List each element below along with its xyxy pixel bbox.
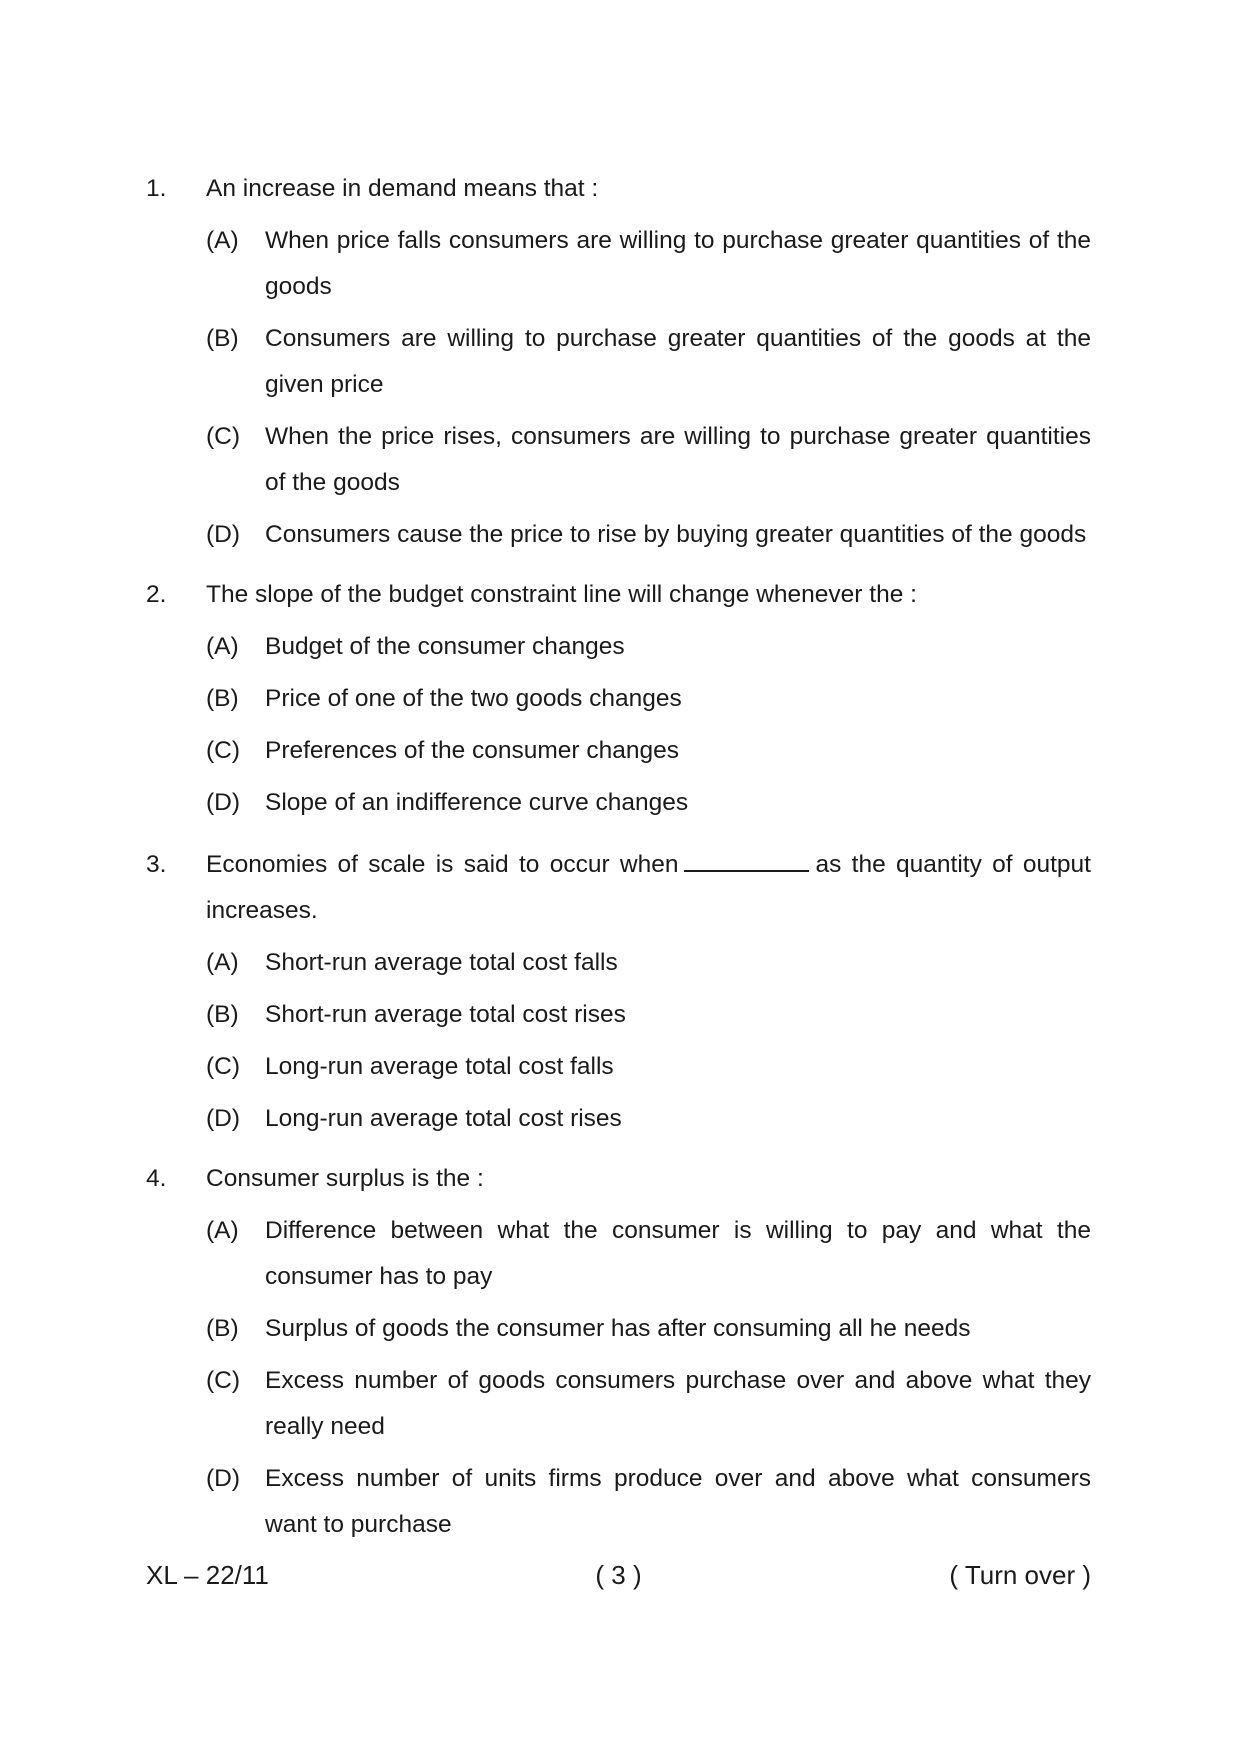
option-c xyxy=(206,728,1091,774)
option-letter: (C) xyxy=(206,737,241,764)
option-b xyxy=(206,992,1091,1038)
option-d xyxy=(206,1096,1091,1142)
option-letter: (D) xyxy=(206,521,241,548)
option-text: Consumers cause the price to rise by buying greater quantities of the goods xyxy=(265,521,1087,548)
question-stem xyxy=(206,842,1091,934)
paper-code: XL – 22/11 xyxy=(146,1560,269,1590)
option-letter: (D) xyxy=(206,1465,241,1492)
option-d xyxy=(206,780,1091,826)
option-c xyxy=(206,414,1091,506)
page-footer xyxy=(146,1552,1091,1598)
option-text: Short-run average total cost falls xyxy=(265,949,618,976)
option-text: Short-run average total cost rises xyxy=(265,1001,626,1028)
option-d xyxy=(206,512,1091,558)
option-c xyxy=(206,1044,1091,1090)
option-letter: (C) xyxy=(206,423,241,450)
answer-blank xyxy=(684,850,809,872)
option-text: Consumers are willing to purchase greater quantities of the goods at the given price xyxy=(265,325,1091,398)
question-number: 3. xyxy=(146,851,167,878)
option-a xyxy=(206,218,1091,310)
option-a xyxy=(206,940,1091,986)
option-a xyxy=(206,1208,1091,1300)
option-text: Budget of the consumer changes xyxy=(265,633,625,660)
option-text: When the price rises, consumers are willing to purchase greater quantities of the goods xyxy=(265,423,1091,496)
option-letter: (B) xyxy=(206,1001,239,1028)
option-letter: (D) xyxy=(206,789,241,816)
option-letter: (A) xyxy=(206,949,239,976)
option-text: Long-run average total cost rises xyxy=(265,1105,622,1132)
question-stem-after: as the quantity of output increases. xyxy=(206,851,1091,924)
question-stem: An increase in demand means that : xyxy=(206,175,599,202)
option-b xyxy=(206,676,1091,722)
option-letter: (B) xyxy=(206,1315,239,1342)
option-letter: (A) xyxy=(206,227,239,254)
option-text: Excess number of units firms produce over and above what consumers want to purchase xyxy=(265,1465,1091,1538)
option-d xyxy=(206,1456,1091,1548)
question-stem: Consumer surplus is the : xyxy=(206,1165,484,1192)
question-1 xyxy=(146,166,1091,558)
question-number: 4. xyxy=(146,1165,167,1192)
option-text: Preferences of the consumer changes xyxy=(265,737,680,764)
option-c xyxy=(206,1358,1091,1450)
option-b xyxy=(206,316,1091,408)
option-letter: (B) xyxy=(206,685,239,712)
option-letter: (B) xyxy=(206,325,239,352)
option-text: Price of one of the two goods changes xyxy=(265,685,682,712)
option-letter: (C) xyxy=(206,1367,241,1394)
option-text: Surplus of goods the consumer has after consuming all he needs xyxy=(265,1315,971,1342)
option-text: Slope of an indifference curve changes xyxy=(265,789,689,816)
option-letter: (D) xyxy=(206,1105,241,1132)
option-letter: (A) xyxy=(206,633,239,660)
question-stem-before: Economies of scale is said to occur when xyxy=(206,851,679,878)
option-letter: (A) xyxy=(206,1217,239,1244)
question-number: 2. xyxy=(146,581,167,608)
option-text: Difference between what the consumer is willing to pay and what the consumer has to pay xyxy=(265,1217,1091,1290)
option-a xyxy=(206,624,1091,670)
turn-over-note: ( Turn over ) xyxy=(949,1560,1091,1590)
option-b xyxy=(206,1306,1091,1352)
question-stem: The slope of the budget constraint line will change whenever the : xyxy=(206,581,917,608)
option-text: Excess number of goods consumers purchase over and above what they really need xyxy=(265,1367,1091,1440)
question-3 xyxy=(146,842,1091,1142)
question-4 xyxy=(146,1156,1091,1548)
option-text: When price falls consumers are willing to purchase greater quantities of the goods xyxy=(265,227,1091,300)
question-2 xyxy=(146,572,1091,826)
option-text: Long-run average total cost falls xyxy=(265,1053,614,1080)
page-number: ( 3 ) xyxy=(595,1560,642,1590)
question-number: 1. xyxy=(146,175,167,202)
option-letter: (C) xyxy=(206,1053,241,1080)
